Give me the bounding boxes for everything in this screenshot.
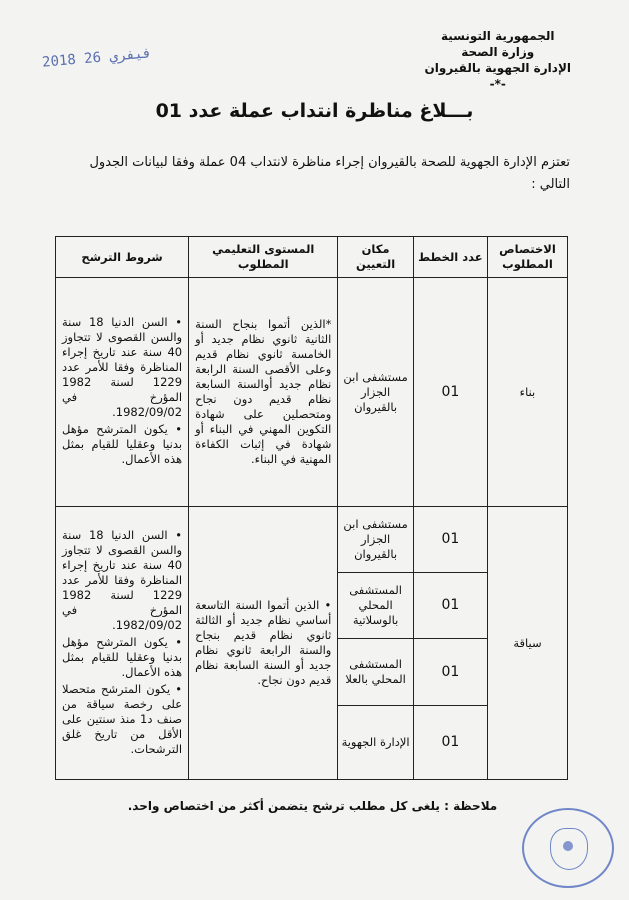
header-conditions: شروط الترشح bbox=[56, 237, 189, 278]
header-directorate: الإدارة الجهوية بالقيروان bbox=[424, 61, 571, 75]
table-header-row bbox=[56, 237, 568, 278]
place-cell: المستشفى المحلي بالوسلاتية bbox=[338, 573, 413, 639]
condition-fitness: • يكون المترشح مؤهل بدنيا وعقليا للقيام بمثل هذه الأعمال. bbox=[62, 422, 183, 466]
header-separator: -*- bbox=[489, 77, 506, 91]
header-specialty: الاختصاص المطلوب bbox=[487, 237, 567, 278]
seal-emblem-icon bbox=[550, 828, 588, 870]
header-place: مكان التعيين bbox=[338, 237, 413, 278]
place-cell: مستشفى ابن الجزار بالقيروان bbox=[338, 278, 413, 507]
place-cell: الإدارة الجهوية bbox=[338, 706, 413, 780]
level-cell: • الذين أتموا السنة التاسعة أساسي نظام جديد أو الثالثة ثانوي نظام قديم بنجاح والسنة الرابعة ثانوي نظام جديد أو السنة السابعة نظام قديم دون نجاح. bbox=[189, 507, 338, 780]
count-cell: 01 bbox=[413, 639, 487, 706]
condition-age: • السن الدنيا 18 سنة والسن القصوى لا تتجاوز 40 سنة عند تاريخ إجراء المناظرة وفقا للأمر عدد 1229 لسنة 1982 المؤرخ في 1982/09/02. bbox=[62, 527, 183, 632]
count-cell: 01 bbox=[413, 706, 487, 780]
place-cell: مستشفى ابن الجزار بالقيروان bbox=[338, 507, 413, 573]
header-level: المستوى التعليمي المطلوب bbox=[189, 237, 338, 278]
positions-table bbox=[55, 236, 568, 780]
announcement-title: بـــلاغ مناظرة انتداب عملة عدد 01 bbox=[155, 100, 474, 122]
condition-age: • السن الدنيا 18 سنة والسن القصوى لا تتجاوز 40 سنة عند تاريخ إجراء المناظرة وفقا للأمر عدد 1229 لسنة 1982 المؤرخ في 1982/09/02. bbox=[62, 315, 183, 419]
conditions-cell bbox=[56, 507, 189, 780]
count-cell: 01 bbox=[413, 278, 487, 507]
header-count: عدد الخطط bbox=[413, 237, 487, 278]
intro-paragraph: تعتزم الإدارة الجهوية للصحة بالقيروان إجراء مناظرة لانتداب 04 عملة وفقا لبيانات الجدول التالي : bbox=[89, 155, 570, 192]
condition-license: • يكون المترشح متحصلا على رخصة سياقة من صنف د1 منذ سنتين على الأقل من تاريخ غلق الترشحات. bbox=[62, 681, 183, 756]
specialty-cell: سياقة bbox=[487, 507, 567, 780]
count-cell: 01 bbox=[413, 573, 487, 639]
official-seal-icon bbox=[522, 808, 614, 888]
table-row bbox=[56, 507, 568, 573]
ministry-header bbox=[425, 28, 572, 92]
conditions-cell bbox=[56, 278, 189, 507]
place-cell: المستشفى المحلي بالعلا bbox=[338, 639, 413, 706]
level-cell: *الذين أتموا بنجاح السنة الثانية ثانوي نظام جديد أو الخامسة ثانوي نظام قديم وعلى الأقصى السنة الرابعة نظام جديد أوالسنة السابعة نظام قديم دون نجاح ومتحصلين على شهادة التكوين المهني في البناء أو شهادة في إثبات الكفاءة المهنية في البناء. bbox=[189, 278, 338, 507]
table-row bbox=[56, 278, 568, 507]
count-cell: 01 bbox=[413, 507, 487, 573]
header-country: الجمهورية التونسية bbox=[440, 29, 555, 43]
header-ministry: وزارة الصحة bbox=[461, 45, 535, 59]
specialty-cell: بناء bbox=[487, 278, 567, 507]
footer-note: ملاحظة : يلغى كل مطلب ترشح يتضمن أكثر من اختصاص واحد. bbox=[127, 799, 498, 813]
condition-fitness: • يكون المترشح مؤهل بدنيا وعقليا للقيام بمثل هذه الأعمال. bbox=[62, 634, 183, 679]
date-stamp: 2018 فيفري 26 bbox=[41, 45, 153, 71]
